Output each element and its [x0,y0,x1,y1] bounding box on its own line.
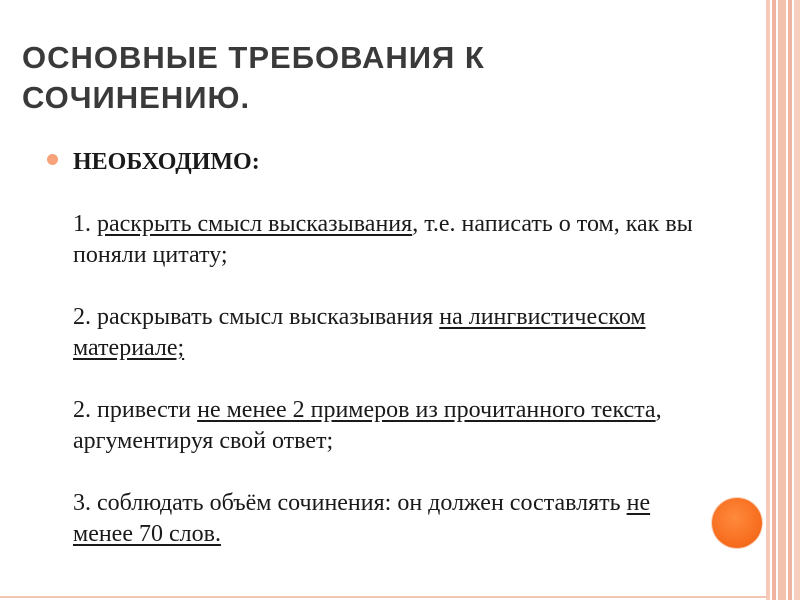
item-emphasis: не менее 2 примеров из прочитанного текста [197,397,656,423]
decorative-stripes [766,0,800,600]
item-number: 1. [73,211,97,237]
requirement-item [73,395,713,457]
bottom-divider [0,596,766,598]
requirement-item [73,209,713,271]
bullet-dot-icon [47,154,58,165]
item-number: 2. [73,304,97,330]
item-text: раскрывать смысл высказывания [97,304,440,330]
requirement-item [73,302,713,364]
body-heading: НЕОБХОДИМО: [73,149,260,175]
slide-title: ОСНОВНЫЕ ТРЕБОВАНИЯ К СОЧИНЕНИЮ. [22,40,485,115]
item-number: 3. [73,490,97,516]
requirement-item [73,488,713,550]
item-text: привести [97,397,198,423]
item-emphasis: раскрыть смысл высказывания [97,211,413,237]
item-emphasis: на лингвистическом материале; [73,304,646,361]
slide-body [73,147,713,550]
item-text: соблюдать объём сочинения: он должен составлять [97,490,627,516]
item-text: , аргументируя свой ответ; [73,397,662,454]
item-text: , т.е. написать о том, как вы поняли цитату; [73,211,693,268]
decorative-circle-icon [712,498,762,548]
item-emphasis: не менее 70 слов. [73,490,651,547]
item-number: 2. [73,397,97,423]
